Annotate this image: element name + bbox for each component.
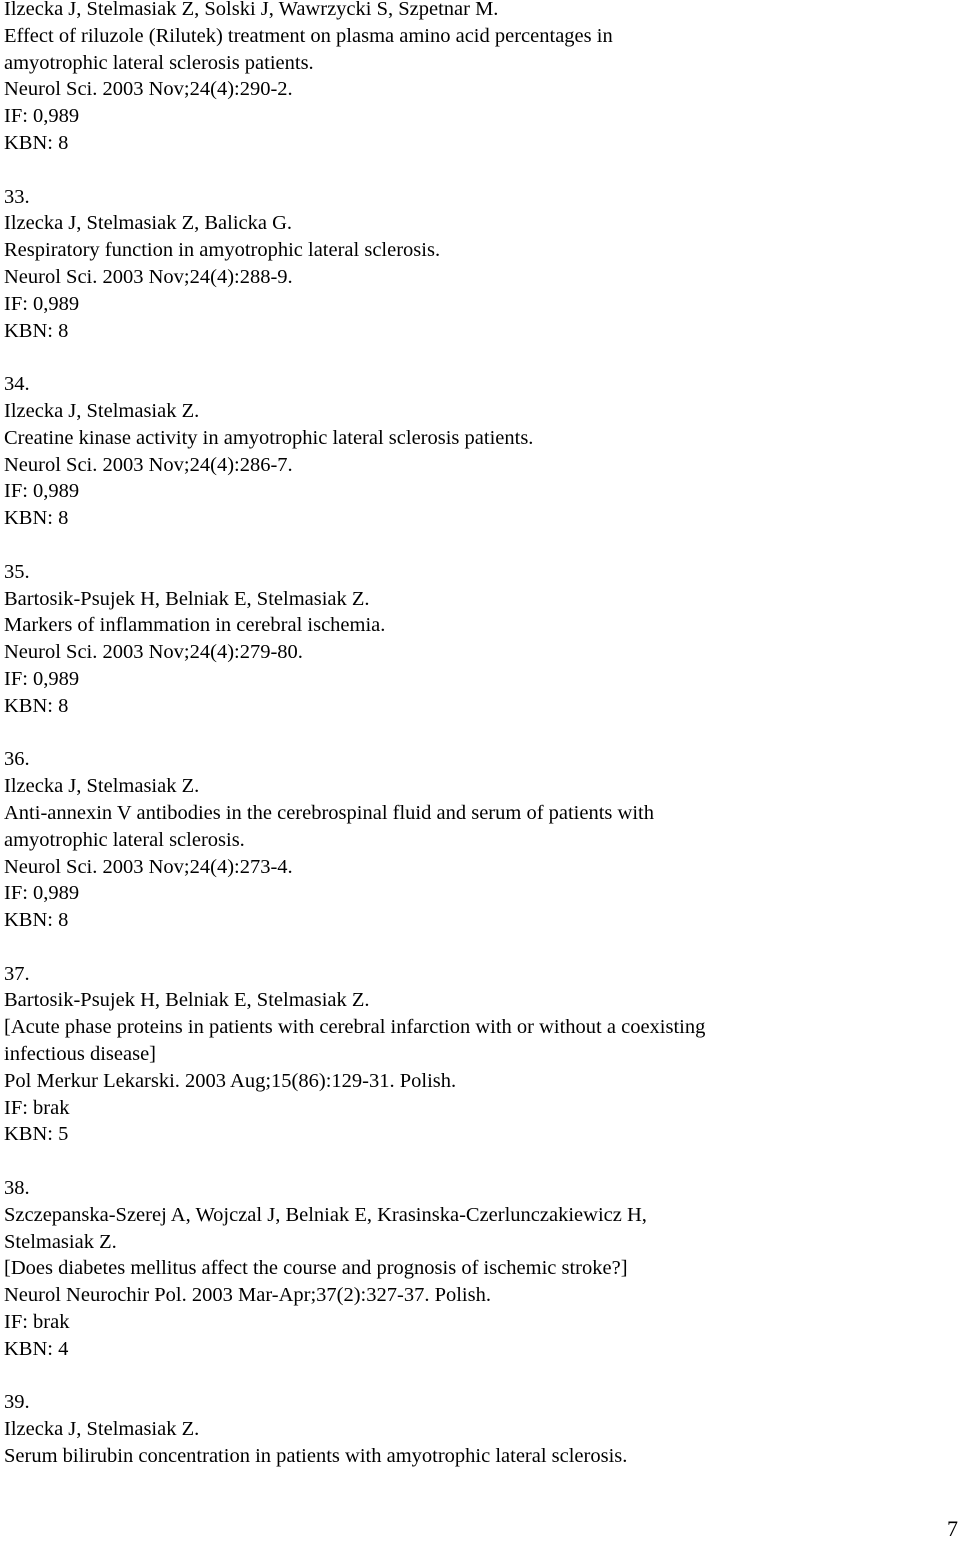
reference-title: Serum bilirubin concentration in patients with amyotrophic lateral sclerosis.: [4, 1445, 628, 1468]
reference-entry-38: [4, 1175, 944, 1363]
reference-citation: Neurol Sci. 2003 Nov;24(4):279-80.: [4, 641, 303, 664]
reference-number: 34.: [4, 373, 30, 396]
reference-title-continued: amyotrophic lateral sclerosis patients.: [4, 51, 314, 74]
document-page: [4, 0, 944, 1470]
reference-number: 35.: [4, 560, 30, 583]
reference-authors: Ilzecka J, Stelmasiak Z.: [4, 399, 200, 422]
reference-citation: Neurol Sci. 2003 Nov;24(4):288-9.: [4, 265, 293, 288]
reference-title: Markers of inflammation in cerebral ischemia.: [4, 614, 386, 637]
reference-title-continued: infectious disease]: [4, 1043, 156, 1066]
reference-authors: Ilzecka J, Stelmasiak Z, Solski J, Wawrzycki S, Szpetnar M.: [4, 0, 499, 20]
reference-kbn-score: KBN: 4: [4, 1337, 69, 1360]
reference-number: 33.: [4, 185, 30, 208]
reference-title-continued: amyotrophic lateral sclerosis.: [4, 828, 245, 851]
reference-impact-factor: IF: 0,989: [4, 105, 80, 128]
reference-title: Anti-annexin V antibodies in the cerebrospinal fluid and serum of patients with: [4, 801, 654, 824]
reference-title: Respiratory function in amyotrophic lateral sclerosis.: [4, 239, 441, 262]
reference-entry-32-continued: [4, 0, 944, 157]
reference-kbn-score: KBN: 8: [4, 909, 69, 932]
reference-number: 37.: [4, 962, 30, 985]
reference-authors: Ilzecka J, Stelmasiak Z, Balicka G.: [4, 212, 293, 235]
reference-entry-36: [4, 746, 944, 934]
reference-authors: Ilzecka J, Stelmasiak Z.: [4, 775, 200, 798]
reference-authors-continued: Stelmasiak Z.: [4, 1230, 117, 1253]
reference-citation: Neurol Sci. 2003 Nov;24(4):286-7.: [4, 453, 293, 476]
reference-number: 38.: [4, 1177, 30, 1200]
reference-impact-factor: IF: brak: [4, 1096, 70, 1119]
reference-citation: Neurol Neurochir Pol. 2003 Mar-Apr;37(2):327-37. Polish.: [4, 1284, 491, 1307]
page-number: 7: [947, 1516, 958, 1541]
reference-impact-factor: IF: 0,989: [4, 882, 80, 905]
reference-number: 36.: [4, 748, 30, 771]
reference-entry-33: [4, 184, 944, 345]
reference-kbn-score: KBN: 5: [4, 1123, 69, 1146]
reference-entry-39: [4, 1389, 944, 1469]
reference-authors: Ilzecka J, Stelmasiak Z.: [4, 1418, 200, 1441]
reference-entry-34: [4, 371, 944, 532]
reference-title: [Does diabetes mellitus affect the course and prognosis of ischemic stroke?]: [4, 1257, 628, 1280]
reference-title: Effect of riluzole (Rilutek) treatment on plasma amino acid percentages in: [4, 24, 613, 47]
reference-impact-factor: IF: 0,989: [4, 480, 80, 503]
reference-citation: Pol Merkur Lekarski. 2003 Aug;15(86):129-31. Polish.: [4, 1069, 457, 1092]
reference-citation: Neurol Sci. 2003 Nov;24(4):273-4.: [4, 855, 293, 878]
reference-entry-37: [4, 961, 944, 1149]
reference-title: Creatine kinase activity in amyotrophic lateral sclerosis patients.: [4, 426, 534, 449]
reference-entry-35: [4, 559, 944, 720]
reference-authors: Szczepanska-Szerej A, Wojczal J, Belniak E, Krasinska-Czerlunczakiewicz H,: [4, 1203, 647, 1226]
reference-kbn-score: KBN: 8: [4, 694, 69, 717]
reference-title: [Acute phase proteins in patients with cerebral infarction with or without a coexisting: [4, 1016, 706, 1039]
reference-impact-factor: IF: brak: [4, 1311, 70, 1334]
reference-impact-factor: IF: 0,989: [4, 667, 80, 690]
reference-impact-factor: IF: 0,989: [4, 292, 80, 315]
reference-kbn-score: KBN: 8: [4, 507, 69, 530]
reference-authors: Bartosik-Psujek H, Belniak E, Stelmasiak Z.: [4, 587, 370, 610]
reference-kbn-score: KBN: 8: [4, 131, 69, 154]
reference-authors: Bartosik-Psujek H, Belniak E, Stelmasiak Z.: [4, 989, 370, 1012]
reference-kbn-score: KBN: 8: [4, 319, 69, 342]
reference-citation: Neurol Sci. 2003 Nov;24(4):290-2.: [4, 78, 293, 101]
reference-number: 39.: [4, 1391, 30, 1414]
